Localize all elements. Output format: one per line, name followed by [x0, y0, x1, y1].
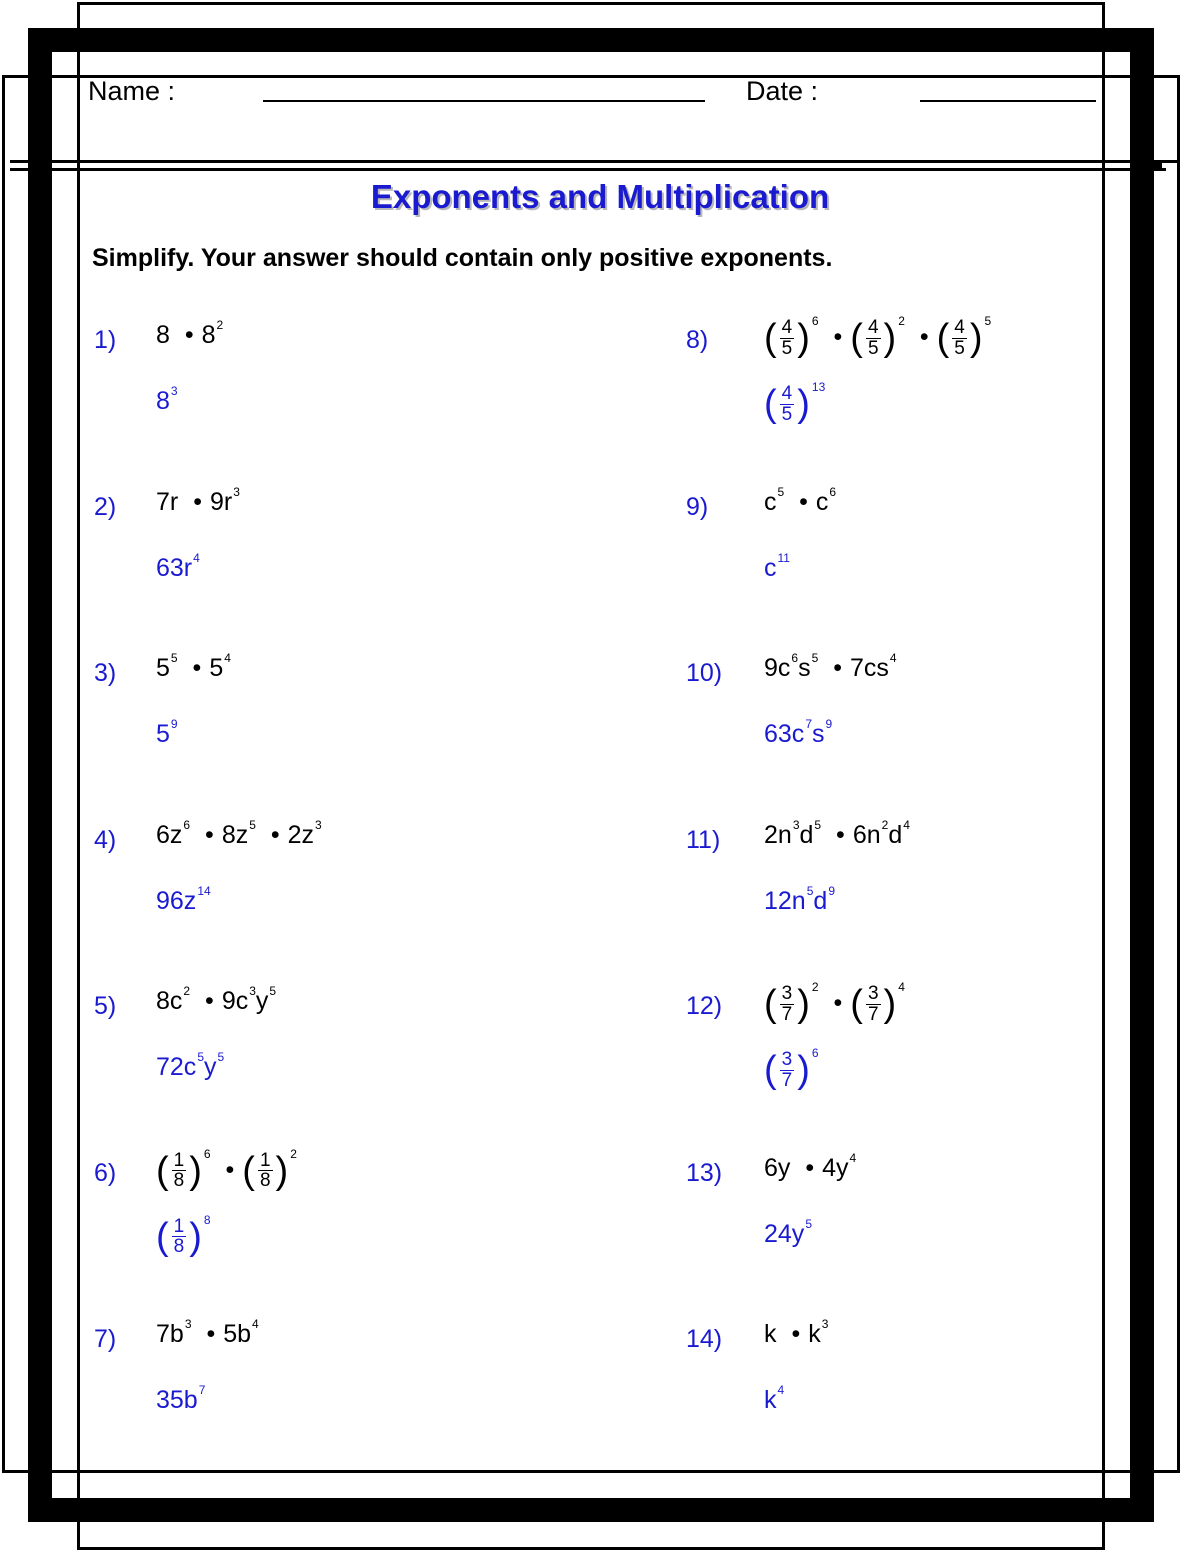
problem-number: 2) — [94, 492, 117, 521]
problem-number: 10) — [686, 659, 723, 687]
instructions: Simplify. Your answer should contain only positive exponents. — [92, 244, 833, 272]
problem-answer — [156, 1212, 211, 1258]
problem-item — [686, 314, 1166, 468]
fraction-power: ( 4 5 ) 2 — [850, 314, 905, 360]
problem-answer — [764, 380, 826, 426]
problem-item — [686, 1317, 1166, 1467]
problem-number: 9) — [686, 492, 709, 521]
problem-item — [94, 1146, 574, 1301]
date-blank-line[interactable] — [920, 100, 1096, 102]
problem-number: 4) — [94, 825, 117, 854]
fraction-power: ( 3 7 ) 6 — [764, 1046, 819, 1092]
problem-question: ( 4 5 ) 6 • ( 4 5 ) 2 • ( 4 5 ) 5 — [764, 314, 992, 360]
problem-answer: $35b^7$ — [156, 1383, 206, 1414]
problem-item — [686, 485, 1166, 635]
problem-item — [686, 980, 1166, 1134]
fraction-power: ( 3 7 ) 2 — [764, 980, 819, 1026]
problem-question: 8 • $8^2$ — [156, 318, 224, 349]
problem-question: ( 1 8 ) 6 • ( 1 8 ) 2 — [156, 1146, 297, 1192]
name-blank-line[interactable] — [263, 100, 705, 102]
problem-question: $9c^6s^5$ • $7cs^4$ — [764, 651, 897, 682]
problem-item — [94, 1317, 574, 1467]
problem-item — [686, 818, 1166, 968]
date-label: Date : — [746, 76, 819, 106]
header-divider-end — [1150, 163, 1162, 171]
problem-question: $8c^2$ • $9c^3y^5$ — [156, 984, 277, 1015]
problem-number: 7) — [94, 1325, 117, 1353]
problem-number: 11) — [686, 825, 721, 854]
problem-question: k • $k^3$ — [764, 1317, 829, 1348]
problem-number: 12) — [686, 992, 723, 1020]
header-divider — [10, 160, 1180, 163]
problem-question: 6y • $4y^4$ — [764, 1150, 857, 1182]
problem-number: 5) — [94, 992, 117, 1020]
problem-answer: $96z^{14}$ — [156, 883, 211, 915]
problem-question: $5^5$ • $5^4$ — [156, 651, 231, 682]
fraction-power: ( 1 8 ) 8 — [156, 1212, 211, 1258]
problem-question: $c^5$ • $c^6$ — [764, 484, 837, 516]
problem-item — [94, 318, 574, 468]
problem-answer: $c^{11}$ — [764, 550, 790, 582]
name-label: Name : — [88, 76, 176, 106]
problem-question: ( 3 7 ) 2 • ( 3 7 ) 4 — [764, 980, 905, 1026]
problem-question: $7b^3$ • $5b^4$ — [156, 1317, 259, 1348]
problem-answer: $63c^7s^9$ — [764, 717, 833, 748]
fraction-power: ( 1 8 ) 2 — [242, 1146, 297, 1192]
problem-item — [94, 818, 574, 968]
problem-answer: $8^3$ — [156, 384, 178, 415]
problem-answer: $k^4$ — [764, 1383, 785, 1414]
fraction-power: ( 4 5 ) 5 — [936, 314, 992, 360]
fraction-power: ( 3 7 ) 4 — [850, 980, 905, 1026]
problem-number: 1) — [94, 326, 117, 354]
problem-number: 6) — [94, 1158, 117, 1187]
problem-item — [94, 651, 574, 801]
fraction-power: ( 4 5 ) 13 — [764, 380, 826, 426]
problem-answer: $5^9$ — [156, 717, 178, 748]
problem-answer — [764, 1046, 819, 1092]
problem-number: 3) — [94, 659, 117, 687]
problem-answer: $12n^5d^9$ — [764, 883, 835, 915]
header-divider — [10, 168, 1166, 171]
fraction-power: ( 4 5 ) 6 — [764, 314, 819, 360]
worksheet-title: Exponents and Multiplication — [370, 178, 830, 215]
problem-answer: $72c^5y^5$ — [156, 1050, 225, 1081]
problem-item — [94, 485, 574, 635]
problem-question: $6z^6$ • $8z^5$ • $2z^3$ — [156, 817, 322, 849]
problem-item — [94, 984, 574, 1134]
problem-question: 7r • $9r^3$ — [156, 484, 240, 516]
problem-number: 8) — [686, 326, 709, 354]
problem-answer: $24y^5$ — [764, 1216, 812, 1248]
problem-number: 13) — [686, 1158, 723, 1187]
problem-answer: $63r^4$ — [156, 550, 200, 582]
problem-number: 14) — [686, 1325, 723, 1353]
problem-question: $2n^3d^5$ • $6n^2d^4$ — [764, 817, 910, 849]
problem-item — [686, 651, 1166, 801]
problem-item — [686, 1151, 1166, 1301]
fraction-power: ( 1 8 ) 6 — [156, 1146, 211, 1192]
